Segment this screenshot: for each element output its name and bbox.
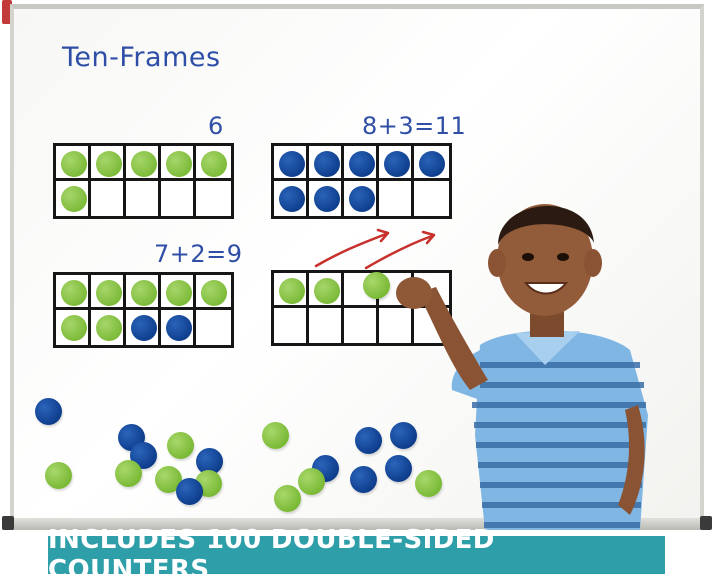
ten-frame-cell xyxy=(309,181,344,216)
counter-green[interactable] xyxy=(96,151,122,177)
counter-green[interactable] xyxy=(45,462,72,489)
ten-frame-cell xyxy=(56,275,91,310)
counter-green[interactable] xyxy=(166,280,192,306)
counter-blue[interactable] xyxy=(131,315,157,341)
ten-frame-cell xyxy=(126,146,161,181)
counter-green[interactable] xyxy=(96,315,122,341)
ten-frame-cell xyxy=(91,181,126,216)
counter-green[interactable] xyxy=(61,315,87,341)
counter-blue[interactable] xyxy=(176,478,203,505)
ten-frame-cell xyxy=(91,146,126,181)
counter-green[interactable] xyxy=(131,280,157,306)
ten-frame-cell xyxy=(309,146,344,181)
counter-blue[interactable] xyxy=(314,186,340,212)
counter-blue[interactable] xyxy=(419,151,445,177)
counter-green[interactable] xyxy=(115,460,142,487)
frame-label-top-right: 8+3=11 xyxy=(362,112,467,140)
tray-end-cap-left xyxy=(2,516,14,530)
counter-green[interactable] xyxy=(61,280,87,306)
ten-frame-cell xyxy=(344,308,379,343)
ten-frame-cell xyxy=(309,308,344,343)
counter-green[interactable] xyxy=(298,468,325,495)
ten-frame-cell xyxy=(126,275,161,310)
ten-frame-cell xyxy=(91,275,126,310)
ten-frame-cell xyxy=(274,273,309,308)
counter-blue[interactable] xyxy=(314,151,340,177)
counter-green[interactable] xyxy=(201,280,227,306)
ten-frame-cell xyxy=(56,146,91,181)
counter-green[interactable] xyxy=(167,432,194,459)
banner-text: INCLUDES 100 DOUBLE-SIDED COUNTERS xyxy=(48,525,495,585)
counter-green[interactable] xyxy=(61,151,87,177)
counter-blue[interactable] xyxy=(166,315,192,341)
counter-green[interactable] xyxy=(166,151,192,177)
board-title: Ten-Frames xyxy=(62,42,221,73)
counter-green[interactable] xyxy=(96,280,122,306)
counter-green[interactable] xyxy=(279,278,305,304)
ten-frame-cell xyxy=(196,146,231,181)
ten-frame-cell xyxy=(196,181,231,216)
frame-label-top-left: 6 xyxy=(208,112,224,140)
ten-frame-cell xyxy=(56,310,91,345)
counter-blue[interactable] xyxy=(279,186,305,212)
counter-blue[interactable] xyxy=(355,427,382,454)
counter-blue[interactable] xyxy=(349,186,375,212)
counter-blue[interactable] xyxy=(279,151,305,177)
counter-blue[interactable] xyxy=(35,398,62,425)
ten-frame-cell xyxy=(56,181,91,216)
frame-label-bottom-left: 7+2=9 xyxy=(154,240,243,268)
ten-frame-cell xyxy=(126,181,161,216)
ten-frame-cell xyxy=(196,310,231,345)
ten-frame-top-left xyxy=(53,143,234,219)
ten-frame-cell xyxy=(126,310,161,345)
ten-frame-bottom-left xyxy=(53,272,234,348)
counter-green[interactable] xyxy=(314,278,340,304)
ten-frame-cell xyxy=(91,310,126,345)
counter-blue[interactable] xyxy=(350,466,377,493)
boy-figure xyxy=(380,175,710,530)
counter-green[interactable] xyxy=(61,186,87,212)
ten-frame-cell xyxy=(344,181,379,216)
ten-frame-cell xyxy=(161,310,196,345)
ten-frame-cell xyxy=(274,146,309,181)
ten-frame-cell xyxy=(309,273,344,308)
counter-green[interactable] xyxy=(201,151,227,177)
ten-frame-cell xyxy=(161,146,196,181)
counter-green[interactable] xyxy=(131,151,157,177)
ten-frame-cell xyxy=(161,275,196,310)
ten-frame-cell xyxy=(274,181,309,216)
counter-green[interactable] xyxy=(274,485,301,512)
ten-frame-cell xyxy=(196,275,231,310)
counter-blue[interactable] xyxy=(349,151,375,177)
ten-frame-cell xyxy=(274,308,309,343)
counter-green[interactable] xyxy=(262,422,289,449)
promo-banner xyxy=(48,525,665,585)
ten-frame-cell xyxy=(344,146,379,181)
ten-frame-cell xyxy=(161,181,196,216)
counter-blue[interactable] xyxy=(384,151,410,177)
